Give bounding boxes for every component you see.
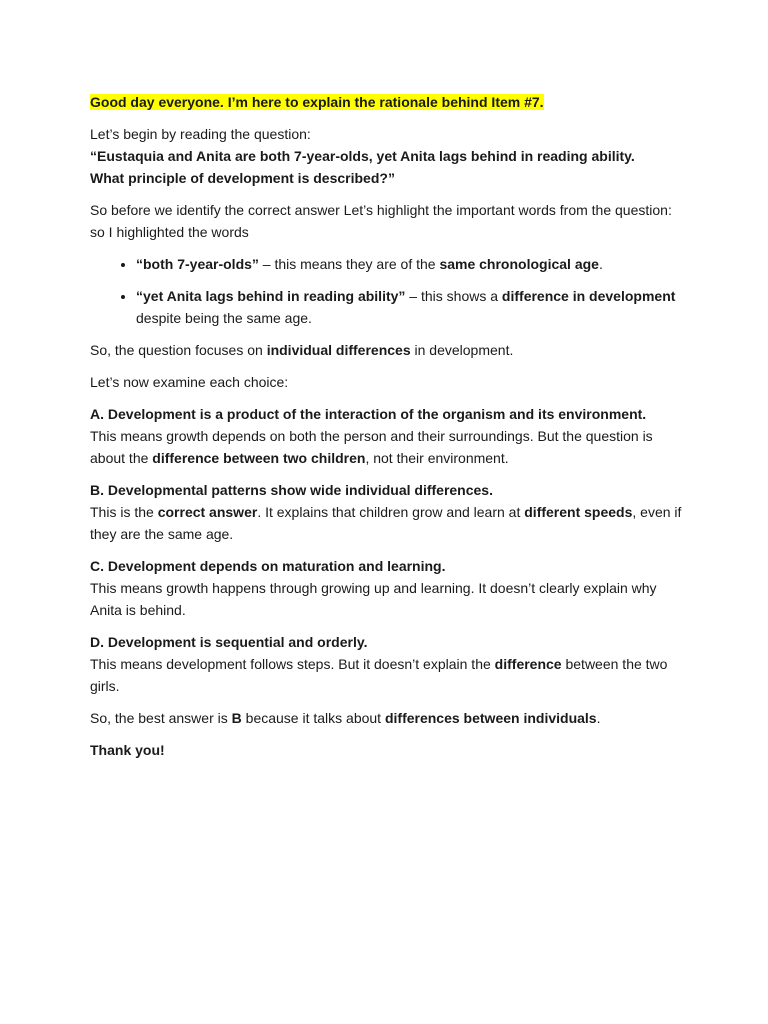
bullet-text: – this means they are of the xyxy=(258,256,440,272)
choice-b-text: , even if they are the same age. xyxy=(90,504,682,542)
list-item xyxy=(136,285,682,329)
conclusion-text: . xyxy=(596,710,601,726)
thanks-line xyxy=(90,739,682,761)
choice-a-title: A. Development is a product of the interaction of the organism and its environment. xyxy=(90,406,647,422)
bullet-quote: “both 7-year-olds” xyxy=(136,256,259,272)
choice-c xyxy=(90,555,682,621)
choice-d-bold: difference xyxy=(494,656,562,672)
question-line-2: What principle of development is described?” xyxy=(90,170,395,186)
choice-b-bold: different speeds xyxy=(524,504,633,520)
focus-text: in development. xyxy=(410,342,514,358)
conclusion-bold: B xyxy=(231,710,242,726)
choice-a-text: This means growth depends on both the person and their surroundings. But the question is about the xyxy=(90,428,653,466)
conclusion-text: because it talks about xyxy=(241,710,385,726)
choice-b-text: This is the xyxy=(90,504,158,520)
choice-d xyxy=(90,631,682,697)
bullet-quote: “yet Anita lags behind in reading ability” xyxy=(136,288,406,304)
greeting-highlight: Good day everyone. I’m here to explain the rationale behind Item #7. xyxy=(90,94,544,110)
question-line-1: “Eustaquia and Anita are both 7-year-olds, yet Anita lags behind in reading ability. xyxy=(90,148,635,164)
choice-c-title: C. Development depends on maturation and learning. xyxy=(90,558,446,574)
bullet-text: despite being the same age. xyxy=(136,310,312,326)
bullet-bold: difference in development xyxy=(501,288,676,304)
document-body xyxy=(90,91,682,771)
intro-paragraph xyxy=(90,123,682,189)
highlight-list xyxy=(90,253,682,329)
choice-a xyxy=(90,403,682,469)
choice-d-text: between the two girls. xyxy=(90,656,668,694)
bullet-text: – this shows a xyxy=(405,288,502,304)
choice-b-title: B. Developmental patterns show wide individual differences. xyxy=(90,482,493,498)
choice-b xyxy=(90,479,682,545)
list-item xyxy=(136,253,682,275)
choice-a-text: , not their environment. xyxy=(365,450,509,466)
focus-text: So, the question focuses on xyxy=(90,342,267,358)
greeting-line xyxy=(90,91,682,113)
bullet-bold: same chronological age xyxy=(439,256,599,272)
conclusion-text: So, the best answer is xyxy=(90,710,232,726)
intro-text: Let’s begin by reading the question: xyxy=(90,126,311,142)
choice-a-bold: difference between two children xyxy=(152,450,366,466)
conclusion-paragraph xyxy=(90,707,682,729)
bullet-text: . xyxy=(598,256,603,272)
highlight-paragraph: So before we identify the correct answer Let’s highlight the important words from the question: so I highlighted the words xyxy=(90,202,672,240)
focus-bold: individual differences xyxy=(266,342,411,358)
thanks-text: Thank you! xyxy=(90,742,165,758)
focus-paragraph xyxy=(90,339,682,361)
choice-b-text: . It explains that children grow and learn at xyxy=(257,504,525,520)
choice-c-text: This means growth happens through growing up and learning. It doesn’t clearly explain why Anita is behind. xyxy=(90,580,657,618)
choice-b-bold: correct answer xyxy=(157,504,258,520)
choice-d-text: This means development follows steps. But it doesn’t explain the xyxy=(90,656,495,672)
examine-paragraph: Let’s now examine each choice: xyxy=(90,374,289,390)
conclusion-bold: differences between individuals xyxy=(384,710,597,726)
choice-d-title: D. Development is sequential and orderly. xyxy=(90,634,368,650)
